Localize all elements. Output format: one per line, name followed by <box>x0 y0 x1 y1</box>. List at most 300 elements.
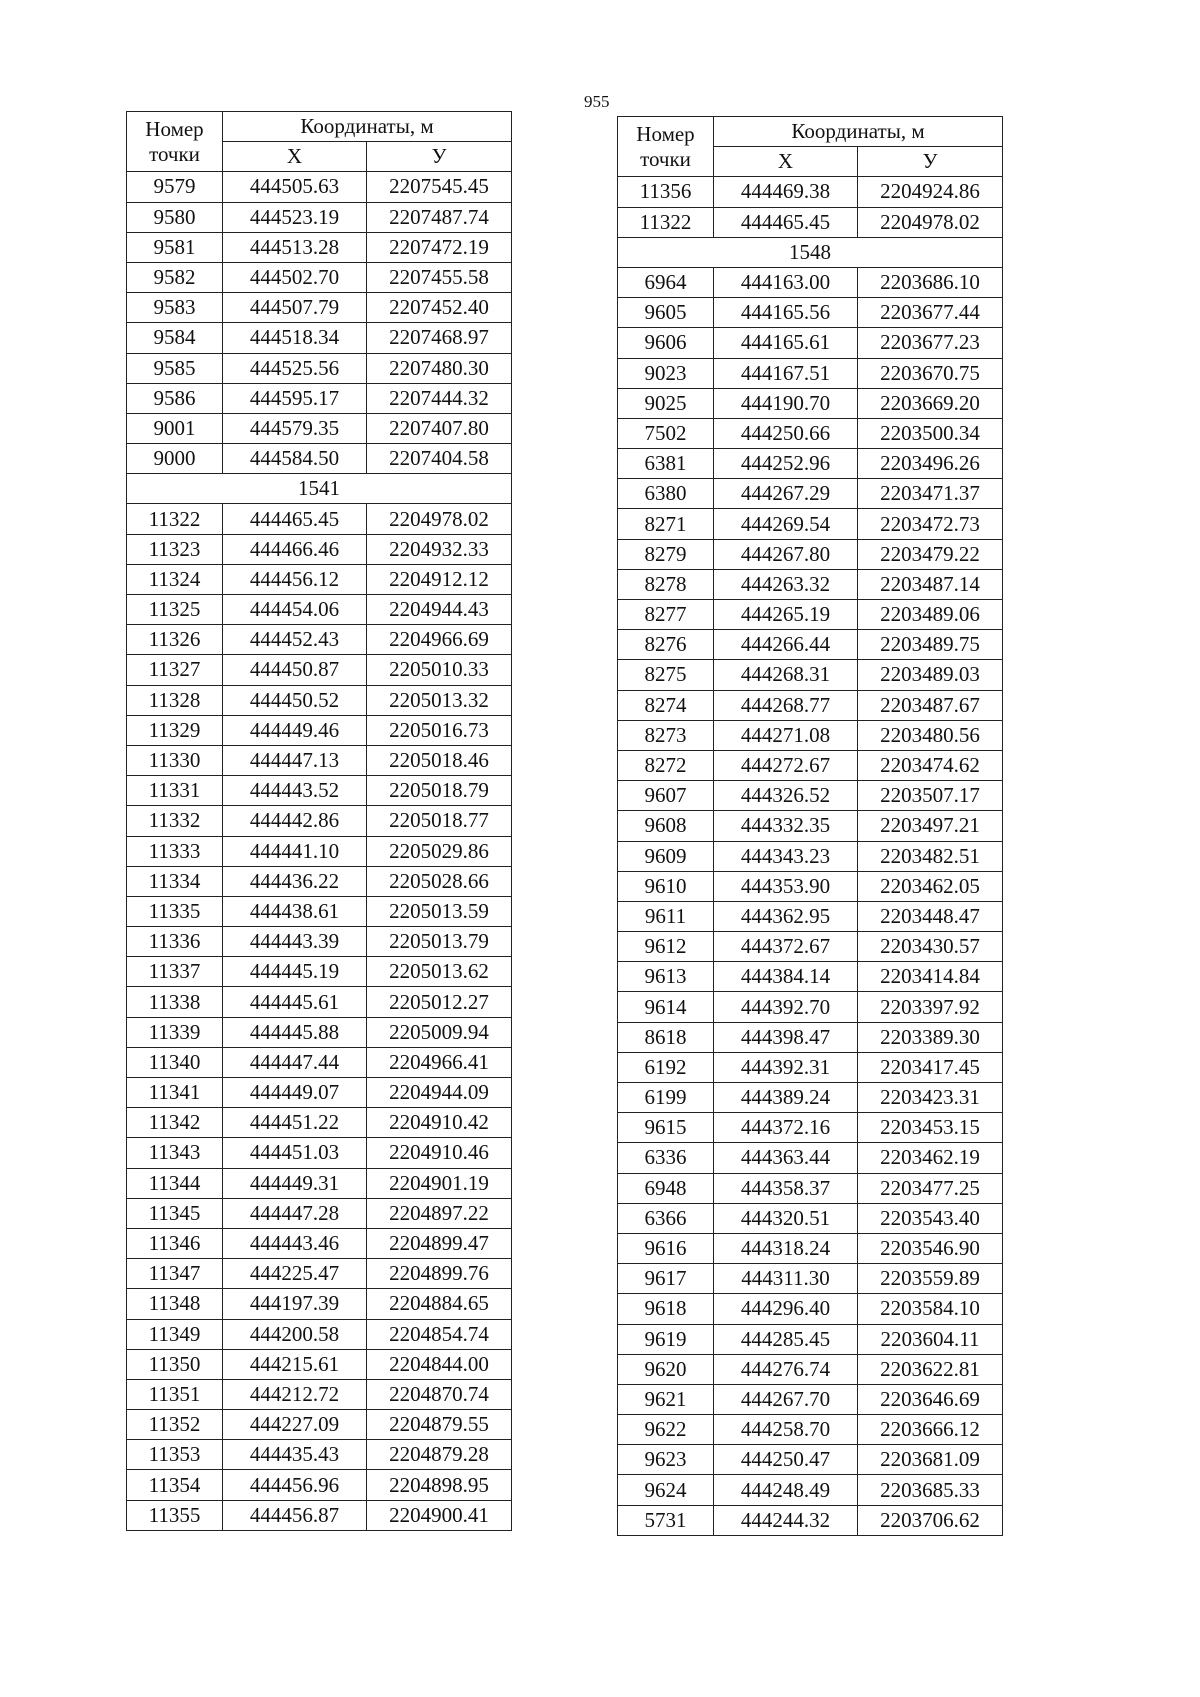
y-coordinate-cell: 2205013.59 <box>367 896 512 926</box>
point-number-cell: 9622 <box>618 1415 714 1445</box>
coordinates-table-left <box>126 111 512 1531</box>
y-coordinate-cell: 2203670.75 <box>858 358 1003 388</box>
point-number-cell: 9023 <box>618 358 714 388</box>
point-number-cell: 6948 <box>618 1173 714 1203</box>
y-coordinate-cell: 2205009.94 <box>367 1017 512 1047</box>
x-coordinate-cell: 444311.30 <box>714 1264 858 1294</box>
point-number-cell: 9584 <box>127 323 223 353</box>
table-row <box>618 1415 1003 1445</box>
point-number-cell: 9000 <box>127 444 223 474</box>
point-number-cell: 11327 <box>127 655 223 685</box>
x-coordinate-cell: 444353.90 <box>714 871 858 901</box>
table-row <box>127 232 512 262</box>
y-coordinate-cell: 2205029.86 <box>367 836 512 866</box>
x-coordinate-cell: 444332.35 <box>714 811 858 841</box>
y-coordinate-cell: 2204912.12 <box>367 564 512 594</box>
point-number-cell: 11353 <box>127 1440 223 1470</box>
x-coordinate-cell: 444276.74 <box>714 1354 858 1384</box>
point-number-cell: 9620 <box>618 1354 714 1384</box>
y-coordinate-cell: 2204884.65 <box>367 1289 512 1319</box>
table-row <box>618 1505 1003 1535</box>
y-coordinate-cell: 2207404.58 <box>367 444 512 474</box>
x-coordinate-cell: 444445.61 <box>223 987 367 1017</box>
table-row <box>127 866 512 896</box>
table-row <box>127 383 512 413</box>
table-row <box>127 1470 512 1500</box>
x-coordinate-cell: 444443.52 <box>223 776 367 806</box>
y-coordinate-cell: 2205018.79 <box>367 776 512 806</box>
y-coordinate-cell: 2207487.74 <box>367 202 512 232</box>
point-number-cell: 11339 <box>127 1017 223 1047</box>
table-row <box>618 449 1003 479</box>
table-row <box>127 172 512 202</box>
point-number-cell: 9624 <box>618 1475 714 1505</box>
point-number-cell: 9615 <box>618 1113 714 1143</box>
y-coordinate-cell: 2205010.33 <box>367 655 512 685</box>
x-coordinate-cell: 444451.22 <box>223 1108 367 1138</box>
y-coordinate-cell: 2203646.69 <box>858 1384 1003 1414</box>
x-coordinate-cell: 444451.03 <box>223 1138 367 1168</box>
table-row <box>618 932 1003 962</box>
point-number-cell: 11341 <box>127 1078 223 1108</box>
y-coordinate-cell: 2203546.90 <box>858 1233 1003 1263</box>
point-number-cell: 11338 <box>127 987 223 1017</box>
x-coordinate-cell: 444392.31 <box>714 1052 858 1082</box>
table-row <box>618 388 1003 418</box>
table-row <box>127 202 512 232</box>
table-row <box>127 776 512 806</box>
point-number-cell: 5731 <box>618 1505 714 1535</box>
point-number-cell: 9609 <box>618 841 714 871</box>
x-coordinate-cell: 444450.87 <box>223 655 367 685</box>
x-coordinate-cell: 444266.44 <box>714 630 858 660</box>
table-row <box>127 836 512 866</box>
table-row <box>618 690 1003 720</box>
point-number-cell: 9605 <box>618 298 714 328</box>
point-number-cell: 9581 <box>127 232 223 262</box>
x-coordinate-cell: 444250.47 <box>714 1445 858 1475</box>
point-number-cell: 11333 <box>127 836 223 866</box>
x-coordinate-cell: 444447.13 <box>223 745 367 775</box>
table-row <box>618 600 1003 630</box>
x-coordinate-cell: 444200.58 <box>223 1319 367 1349</box>
x-coordinate-cell: 444358.37 <box>714 1173 858 1203</box>
point-number-cell: 11330 <box>127 745 223 775</box>
y-coordinate-cell: 2203397.92 <box>858 992 1003 1022</box>
table-row <box>127 655 512 685</box>
y-coordinate-cell: 2203507.17 <box>858 781 1003 811</box>
y-coordinate-cell: 2207480.30 <box>367 353 512 383</box>
point-number-cell: 11337 <box>127 957 223 987</box>
point-number-cell: 9612 <box>618 932 714 962</box>
y-coordinate-cell: 2204932.33 <box>367 534 512 564</box>
x-coordinate-cell: 444502.70 <box>223 262 367 292</box>
point-number-cell: 9583 <box>127 293 223 323</box>
x-coordinate-cell: 444269.54 <box>714 509 858 539</box>
page-number: 955 <box>584 92 610 111</box>
y-coordinate-cell: 2204978.02 <box>858 207 1003 237</box>
point-number-cell: 9607 <box>618 781 714 811</box>
table-row <box>618 1384 1003 1414</box>
y-coordinate-cell: 2205013.79 <box>367 927 512 957</box>
table-row <box>127 1017 512 1047</box>
y-coordinate-cell: 2203417.45 <box>858 1052 1003 1082</box>
x-coordinate-cell: 444384.14 <box>714 962 858 992</box>
point-number-cell: 11322 <box>618 207 714 237</box>
x-coordinate-cell: 444271.08 <box>714 720 858 750</box>
point-number-cell: 11331 <box>127 776 223 806</box>
point-number-cell: 11326 <box>127 625 223 655</box>
table-row <box>618 1052 1003 1082</box>
table-row <box>127 262 512 292</box>
y-coordinate-cell: 2204910.46 <box>367 1138 512 1168</box>
table-row <box>127 1108 512 1138</box>
y-coordinate-cell: 2203389.30 <box>858 1022 1003 1052</box>
y-coordinate-cell: 2205018.46 <box>367 745 512 775</box>
y-coordinate-cell: 2203480.56 <box>858 720 1003 750</box>
y-coordinate-cell: 2203584.10 <box>858 1294 1003 1324</box>
table-row <box>618 1113 1003 1143</box>
y-coordinate-cell: 2203489.06 <box>858 600 1003 630</box>
y-coordinate-cell: 2204897.22 <box>367 1198 512 1228</box>
point-number-cell: 8276 <box>618 630 714 660</box>
y-coordinate-cell: 2205013.62 <box>367 957 512 987</box>
section-label: 1541 <box>127 474 512 504</box>
y-coordinate-cell: 2204899.76 <box>367 1259 512 1289</box>
table-row <box>618 871 1003 901</box>
y-coordinate-cell: 2207407.80 <box>367 413 512 443</box>
table-row <box>618 781 1003 811</box>
table-row <box>618 1475 1003 1505</box>
point-number-cell: 11346 <box>127 1228 223 1258</box>
table-row <box>618 1445 1003 1475</box>
point-number-cell: 9623 <box>618 1445 714 1475</box>
table-row <box>618 660 1003 690</box>
x-coordinate-cell: 444447.44 <box>223 1047 367 1077</box>
table-row <box>127 534 512 564</box>
y-coordinate-cell: 2203414.84 <box>858 962 1003 992</box>
table-row <box>618 267 1003 297</box>
point-number-cell: 9025 <box>618 388 714 418</box>
x-coordinate-cell: 444465.45 <box>223 504 367 534</box>
table-row <box>127 685 512 715</box>
table-row <box>127 1198 512 1228</box>
point-number-cell: 9586 <box>127 383 223 413</box>
x-coordinate-cell: 444447.28 <box>223 1198 367 1228</box>
table-row <box>618 358 1003 388</box>
y-coordinate-cell: 2204966.69 <box>367 625 512 655</box>
x-coordinate-cell: 444456.87 <box>223 1500 367 1530</box>
table-row <box>618 992 1003 1022</box>
point-number-cell: 8279 <box>618 539 714 569</box>
x-coordinate-cell: 444215.61 <box>223 1349 367 1379</box>
x-coordinate-cell: 444258.70 <box>714 1415 858 1445</box>
x-coordinate-cell: 444452.43 <box>223 625 367 655</box>
point-number-cell: 9616 <box>618 1233 714 1263</box>
table-row <box>618 1143 1003 1173</box>
x-coordinate-cell: 444372.67 <box>714 932 858 962</box>
point-number-cell: 11342 <box>127 1108 223 1138</box>
x-coordinate-cell: 444584.50 <box>223 444 367 474</box>
point-number-cell: 11352 <box>127 1410 223 1440</box>
y-coordinate-cell: 2204870.74 <box>367 1379 512 1409</box>
point-number-cell: 11335 <box>127 896 223 926</box>
y-coordinate-cell: 2203500.34 <box>858 418 1003 448</box>
point-number-cell: 8278 <box>618 569 714 599</box>
x-coordinate-cell: 444441.10 <box>223 836 367 866</box>
y-coordinate-cell: 2203681.09 <box>858 1445 1003 1475</box>
point-number-cell: 9613 <box>618 962 714 992</box>
x-coordinate-cell: 444505.63 <box>223 172 367 202</box>
x-coordinate-cell: 444197.39 <box>223 1289 367 1319</box>
point-number-cell: 9579 <box>127 172 223 202</box>
y-coordinate-cell: 2207468.97 <box>367 323 512 353</box>
point-number-header: Номер точки <box>618 117 714 177</box>
x-coordinate-cell: 444595.17 <box>223 383 367 413</box>
point-number-cell: 6336 <box>618 1143 714 1173</box>
x-coordinate-cell: 444523.19 <box>223 202 367 232</box>
y-coordinate-cell: 2203489.03 <box>858 660 1003 690</box>
table-row <box>127 353 512 383</box>
table-row <box>127 1168 512 1198</box>
point-number-cell: 8275 <box>618 660 714 690</box>
x-coordinate-cell: 444438.61 <box>223 896 367 926</box>
point-number-cell: 11343 <box>127 1138 223 1168</box>
x-coordinate-cell: 444165.56 <box>714 298 858 328</box>
x-coordinate-cell: 444436.22 <box>223 866 367 896</box>
y-coordinate-cell: 2204854.74 <box>367 1319 512 1349</box>
x-coordinate-cell: 444398.47 <box>714 1022 858 1052</box>
table-row <box>127 413 512 443</box>
x-coordinate-cell: 444263.32 <box>714 569 858 599</box>
x-coordinate-cell: 444362.95 <box>714 901 858 931</box>
point-number-cell: 9580 <box>127 202 223 232</box>
y-coordinate-cell: 2207452.40 <box>367 293 512 323</box>
x-coordinate-cell: 444443.39 <box>223 927 367 957</box>
table-row <box>127 1078 512 1108</box>
y-coordinate-cell: 2203448.47 <box>858 901 1003 931</box>
table-row <box>127 957 512 987</box>
x-coordinate-cell: 444465.45 <box>714 207 858 237</box>
y-coordinate-cell: 2203677.44 <box>858 298 1003 328</box>
y-coordinate-cell: 2203477.25 <box>858 1173 1003 1203</box>
coordinates-header: Координаты, м <box>223 112 512 142</box>
x-coordinate-cell: 444445.88 <box>223 1017 367 1047</box>
x-coordinate-cell: 444250.66 <box>714 418 858 448</box>
x-coordinate-cell: 444212.72 <box>223 1379 367 1409</box>
table-row <box>618 1354 1003 1384</box>
y-coordinate-cell: 2203497.21 <box>858 811 1003 841</box>
point-number-cell: 6192 <box>618 1052 714 1082</box>
point-number-cell: 9614 <box>618 992 714 1022</box>
table-row <box>618 177 1003 207</box>
y-coordinate-cell: 2203685.33 <box>858 1475 1003 1505</box>
y-coordinate-cell: 2203462.19 <box>858 1143 1003 1173</box>
x-coordinate-cell: 444227.09 <box>223 1410 367 1440</box>
point-number-cell: 6964 <box>618 267 714 297</box>
point-number-cell: 8271 <box>618 509 714 539</box>
point-number-cell: 9585 <box>127 353 223 383</box>
table-row <box>618 509 1003 539</box>
table-row <box>618 569 1003 599</box>
table-row <box>618 901 1003 931</box>
point-number-cell: 8277 <box>618 600 714 630</box>
x-coordinate-cell: 444267.29 <box>714 479 858 509</box>
y-coordinate-cell: 2204879.28 <box>367 1440 512 1470</box>
table-row <box>127 625 512 655</box>
table-row <box>127 1379 512 1409</box>
x-coordinate-cell: 444449.46 <box>223 715 367 745</box>
y-coordinate-cell: 2204924.86 <box>858 177 1003 207</box>
y-coordinate-cell: 2203666.12 <box>858 1415 1003 1445</box>
y-coordinate-cell: 2204844.00 <box>367 1349 512 1379</box>
table-row <box>618 811 1003 841</box>
y-coordinate-cell: 2207455.58 <box>367 262 512 292</box>
table-row <box>127 715 512 745</box>
table-row <box>127 896 512 926</box>
point-number-cell: 9582 <box>127 262 223 292</box>
table-row <box>127 927 512 957</box>
table-row <box>127 564 512 594</box>
x-coordinate-cell: 444190.70 <box>714 388 858 418</box>
table-row <box>618 1083 1003 1113</box>
y-coordinate-cell: 2207444.32 <box>367 383 512 413</box>
y-coordinate-cell: 2203423.31 <box>858 1083 1003 1113</box>
x-coordinate-cell: 444268.31 <box>714 660 858 690</box>
y-coordinate-cell: 2207472.19 <box>367 232 512 262</box>
y-coordinate-cell: 2203487.67 <box>858 690 1003 720</box>
table-row <box>618 1173 1003 1203</box>
table-row <box>127 1319 512 1349</box>
x-coordinate-cell: 444272.67 <box>714 750 858 780</box>
x-coordinate-cell: 444392.70 <box>714 992 858 1022</box>
table-row <box>127 987 512 1017</box>
y-coordinate-cell: 2205018.77 <box>367 806 512 836</box>
x-coordinate-cell: 444248.49 <box>714 1475 858 1505</box>
point-number-cell: 11336 <box>127 927 223 957</box>
point-number-cell: 11351 <box>127 1379 223 1409</box>
y-coordinate-cell: 2204944.09 <box>367 1078 512 1108</box>
table-row <box>618 479 1003 509</box>
x-coordinate-cell: 444225.47 <box>223 1259 367 1289</box>
point-number-cell: 11345 <box>127 1198 223 1228</box>
table-row <box>618 841 1003 871</box>
point-number-cell: 9621 <box>618 1384 714 1414</box>
x-header: X <box>223 142 367 172</box>
x-coordinate-cell: 444167.51 <box>714 358 858 388</box>
table-row <box>127 1228 512 1258</box>
y-coordinate-cell: 2205013.32 <box>367 685 512 715</box>
x-coordinate-cell: 444454.06 <box>223 595 367 625</box>
y-coordinate-cell: 2203604.11 <box>858 1324 1003 1354</box>
y-coordinate-cell: 2204879.55 <box>367 1410 512 1440</box>
point-number-cell: 6366 <box>618 1203 714 1233</box>
y-header: У <box>367 142 512 172</box>
y-coordinate-cell: 2204901.19 <box>367 1168 512 1198</box>
point-number-cell: 11329 <box>127 715 223 745</box>
x-coordinate-cell: 444518.34 <box>223 323 367 353</box>
y-coordinate-cell: 2203543.40 <box>858 1203 1003 1233</box>
y-coordinate-cell: 2203677.23 <box>858 328 1003 358</box>
table-row <box>127 595 512 625</box>
y-coordinate-cell: 2203496.26 <box>858 449 1003 479</box>
x-coordinate-cell: 444363.44 <box>714 1143 858 1173</box>
x-coordinate-cell: 444165.61 <box>714 328 858 358</box>
x-coordinate-cell: 444513.28 <box>223 232 367 262</box>
x-coordinate-cell: 444252.96 <box>714 449 858 479</box>
table-row <box>618 1233 1003 1263</box>
table-row <box>127 1500 512 1530</box>
section-row <box>127 474 512 504</box>
table-row <box>618 1294 1003 1324</box>
point-number-cell: 9619 <box>618 1324 714 1354</box>
section-row <box>618 237 1003 267</box>
table-row <box>127 444 512 474</box>
point-number-cell: 8273 <box>618 720 714 750</box>
x-coordinate-cell: 444525.56 <box>223 353 367 383</box>
point-number-cell: 11347 <box>127 1259 223 1289</box>
y-coordinate-cell: 2203686.10 <box>858 267 1003 297</box>
point-number-cell: 11354 <box>127 1470 223 1500</box>
point-number-cell: 9617 <box>618 1264 714 1294</box>
x-coordinate-cell: 444267.80 <box>714 539 858 569</box>
x-coordinate-cell: 444435.43 <box>223 1440 367 1470</box>
x-coordinate-cell: 444163.00 <box>714 267 858 297</box>
x-coordinate-cell: 444443.46 <box>223 1228 367 1258</box>
y-coordinate-cell: 2203479.22 <box>858 539 1003 569</box>
point-number-cell: 8274 <box>618 690 714 720</box>
coordinates-table-right <box>617 116 1003 1536</box>
x-coordinate-cell: 444318.24 <box>714 1233 858 1263</box>
table-row <box>618 1203 1003 1233</box>
x-coordinate-cell: 444296.40 <box>714 1294 858 1324</box>
x-coordinate-cell: 444320.51 <box>714 1203 858 1233</box>
x-coordinate-cell: 444450.52 <box>223 685 367 715</box>
point-number-cell: 9618 <box>618 1294 714 1324</box>
y-coordinate-cell: 2203559.89 <box>858 1264 1003 1294</box>
x-coordinate-cell: 444442.86 <box>223 806 367 836</box>
point-number-cell: 11349 <box>127 1319 223 1349</box>
table-row <box>618 750 1003 780</box>
y-header: У <box>858 147 1003 177</box>
point-number-cell: 11334 <box>127 866 223 896</box>
x-header: X <box>714 147 858 177</box>
y-coordinate-cell: 2203462.05 <box>858 871 1003 901</box>
table-row <box>618 1022 1003 1052</box>
table-row <box>127 1440 512 1470</box>
y-coordinate-cell: 2203489.75 <box>858 630 1003 660</box>
table-row <box>618 720 1003 750</box>
table-row <box>127 323 512 353</box>
point-number-cell: 8272 <box>618 750 714 780</box>
section-label: 1548 <box>618 237 1003 267</box>
x-coordinate-cell: 444449.31 <box>223 1168 367 1198</box>
table-row <box>127 1289 512 1319</box>
point-number-cell: 7502 <box>618 418 714 448</box>
point-number-cell: 9610 <box>618 871 714 901</box>
x-coordinate-cell: 444268.77 <box>714 690 858 720</box>
y-coordinate-cell: 2204966.41 <box>367 1047 512 1077</box>
point-number-cell: 6381 <box>618 449 714 479</box>
y-coordinate-cell: 2203453.15 <box>858 1113 1003 1143</box>
x-coordinate-cell: 444343.23 <box>714 841 858 871</box>
x-coordinate-cell: 444285.45 <box>714 1324 858 1354</box>
table-row <box>618 1264 1003 1294</box>
table-row <box>618 630 1003 660</box>
y-coordinate-cell: 2203706.62 <box>858 1505 1003 1535</box>
x-coordinate-cell: 444326.52 <box>714 781 858 811</box>
y-coordinate-cell: 2204944.43 <box>367 595 512 625</box>
